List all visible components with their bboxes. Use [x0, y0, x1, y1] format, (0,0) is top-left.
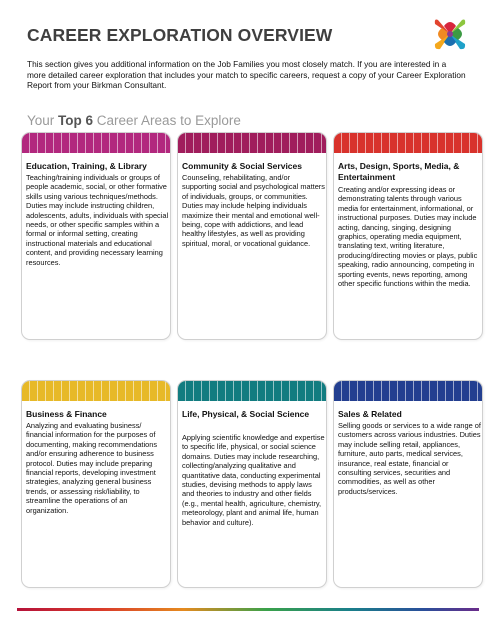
card-color-bar [334, 133, 482, 153]
card-description: Selling goods or services to a wide range of customers across various industries. Duties may include selling retail, appliances, furniture, auto parts, medical services, insurance, real estate, financial or consulting services, securities and commodities, as well as other products/services. [338, 421, 481, 496]
career-card-education [21, 132, 171, 340]
subhead-bold: Top 6 [58, 113, 94, 128]
card-description: Teaching/training individuals or groups of people academic, social, or other formative skills using various techniques/methods. Duties may include instructing children, adolescents, adults, individuals with special needs, or other specific samples within a formal or informal setting, creating instructional materials and educational content, and providing necessary learning resources. [26, 173, 169, 267]
career-card-arts [333, 132, 483, 340]
card-description: Creating and/or expressing ideas or demonstrating talents through various media for entertainment, informational, or instructional purposes. Duties may include acting, dancing, singing, designing graphics, operating media equipment, translating text, writing literature, producing/directing movies or plays, public speaking, radio announcing, competing in sporting events, news reporting, among other specific functions within the media. [338, 185, 478, 289]
card-color-bar [22, 133, 170, 153]
card-color-bar [22, 381, 170, 401]
career-card-science [177, 380, 327, 588]
card-title: Life, Physical, & Social Science [182, 409, 310, 419]
page-title: CAREER EXPLORATION OVERVIEW [27, 25, 333, 45]
career-card-business [21, 380, 171, 588]
birkman-logo-icon [432, 16, 468, 52]
intro-paragraph: This section gives you additional information on the Job Families you most closely match. If you are interested in a more detailed career exploration that includes your match to specific careers, request a copy of your Career Exploration Report from your Birkman Consultant. [27, 59, 466, 91]
card-color-bar [178, 381, 326, 401]
card-color-bar [334, 381, 482, 401]
card-title: Sales & Related [338, 409, 402, 419]
career-card-community [177, 132, 327, 340]
card-title: Education, Training, & Library [26, 161, 147, 171]
section-subheading [27, 113, 241, 128]
card-title: Community & Social Services [182, 161, 302, 171]
card-title: Business & Finance [26, 409, 107, 419]
subhead-suffix: Career Areas to Explore [93, 113, 241, 128]
card-description: Counseling, rehabilitating, and/or supporting social and psychological matters of individuals, groups, or communities. Duties may include helping individuals maximize their mental and emotional well-being, cope with addictions, and lead healthy lifestyles, as well as providing spiritual, moral, or vocational guidance. [182, 173, 325, 248]
card-title: Arts, Design, Sports, Media, & Entertainment [338, 161, 460, 182]
footer-color-strip [17, 608, 479, 611]
card-description: Analyzing and evaluating business/ financial information for the purposes of documenting, making recommendations and/or ensuring adherence to business protocol. Duties may include preparing financial reports, developing investment strategies, analyzing general business trends, or assessing risk/liability, to streamline the operations of an organization. [26, 421, 158, 515]
card-description: Applying scientific knowledge and expertise to specific life, physical, or social science domains. Duties may include researching, collecting/analyzing qualitative and quantitative data, conducting experimental studies, devising methods to apply laws and theories to industry and other fields (e.g., mental health, agriculture, chemistry, meteorology, plant and animal life, human behavior and culture). [182, 433, 325, 527]
career-card-sales [333, 380, 483, 588]
subhead-prefix: Your [27, 113, 59, 128]
card-color-bar [178, 133, 326, 153]
